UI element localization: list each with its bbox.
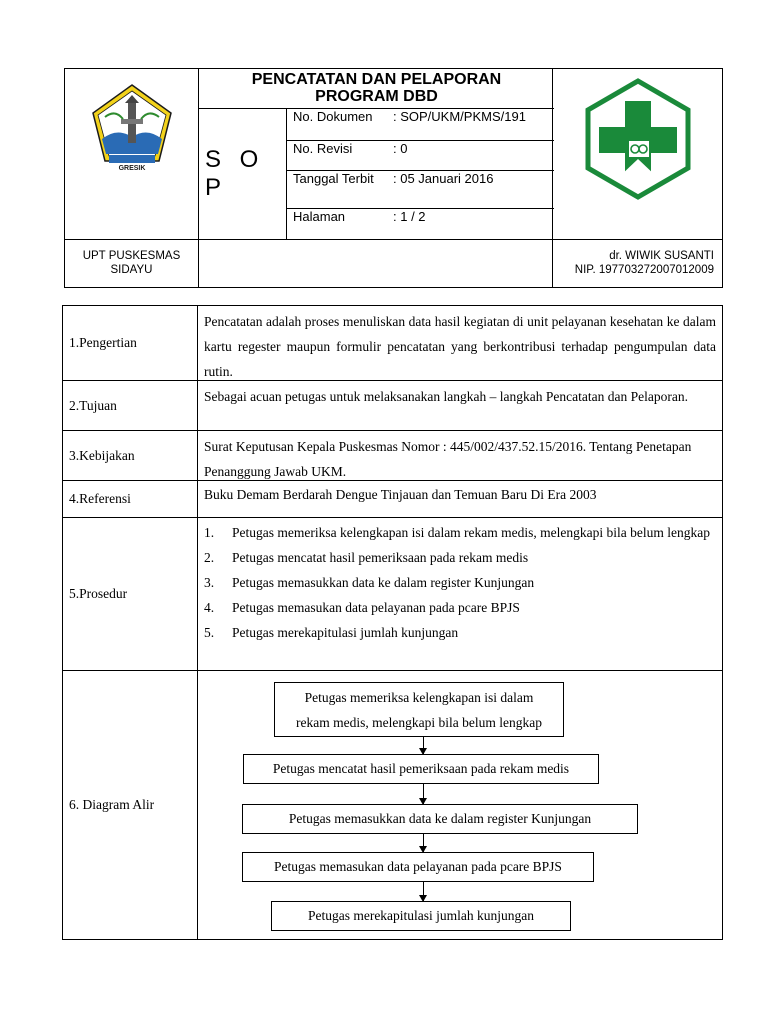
approver xyxy=(552,240,722,288)
gresik-emblem-icon xyxy=(65,69,199,239)
section-kebijakan xyxy=(63,431,722,481)
revision-row xyxy=(287,141,554,171)
flow-step-4: Petugas memasukan data pelayanan pada pcare BPJS xyxy=(242,852,594,882)
issue-date-row xyxy=(287,171,554,209)
section-label: 3.Kebijakan xyxy=(63,431,198,480)
issue-date-label: Tanggal Terbit xyxy=(293,171,374,186)
flow-step-5: Petugas merekapitulasi jumlah kunjungan xyxy=(271,901,571,931)
doc-number-label: No. Dokumen xyxy=(293,109,373,124)
empty-cell xyxy=(199,240,554,288)
puskesmas-cross-icon xyxy=(553,69,723,239)
approver-name: dr. WIWIK SUSANTI xyxy=(609,250,714,262)
step-number: 2. xyxy=(204,550,215,565)
unit-line-1: UPT PUSKESMAS xyxy=(82,250,181,262)
sop-header-table xyxy=(64,68,723,288)
revision-label: No. Revisi xyxy=(293,141,353,156)
section-text: Pencatatan adalah proses menuliskan data hasil kegiatan di unit pelayanan kesehatan ke dalam kartu regester maupun formulir pencatatan yang berkontribusi terhadap pengumpulan data rutin. xyxy=(204,314,716,379)
puskesmas-logo xyxy=(552,69,722,239)
sop-content-table xyxy=(62,305,723,940)
section-label: 4.Referensi xyxy=(63,481,198,517)
revision-value: : 0 xyxy=(393,141,408,156)
gresik-regency-logo xyxy=(65,69,199,239)
flow-arrow-down-icon xyxy=(423,737,424,754)
section-text: Buku Demam Berdarah Dengue Tinjauan dan Temuan Baru Di Era 2003 xyxy=(204,487,597,502)
section-pengertian xyxy=(63,306,722,381)
section-label: 5.Prosedur xyxy=(63,518,198,670)
flow-step-3: Petugas memasukkan data ke dalam register Kunjungan xyxy=(242,804,638,834)
unit-line-2: SIDAYU xyxy=(110,264,153,276)
page-value: : 1 / 2 xyxy=(393,209,426,224)
procedure-list xyxy=(198,518,722,670)
doc-number-row xyxy=(287,109,554,141)
procedure-step xyxy=(204,595,716,620)
step-number: 5. xyxy=(204,625,215,640)
flow-arrow-down-icon xyxy=(423,834,424,852)
title-line-1: PENCATATAN DAN PELAPORAN xyxy=(251,71,502,88)
sop-label: S O P xyxy=(199,109,287,239)
approver-nip: NIP. 197703272007012009 xyxy=(574,264,714,276)
step-text: Petugas memeriksa kelengkapan isi dalam rekam medis, melengkapi bila belum lengkap xyxy=(232,525,710,540)
issue-date-value: : 05 Januari 2016 xyxy=(393,171,494,186)
procedure-step xyxy=(204,520,716,545)
step-text: Petugas mencatat hasil pemeriksaan pada rekam medis xyxy=(232,550,529,565)
section-label: 2.Tujuan xyxy=(63,381,198,430)
procedure-step xyxy=(204,570,716,595)
page-row xyxy=(287,209,554,239)
document-title xyxy=(199,69,554,109)
section-prosedur xyxy=(63,518,722,671)
section-text: Surat Keputusan Kepala Puskesmas Nomor : 445/002/437.52.15/2016. Tentang Penetapan Penanggung Jawab UKM. xyxy=(204,439,692,479)
step-text: Petugas merekapitulasi jumlah kunjungan xyxy=(232,625,459,640)
step-number: 1. xyxy=(204,525,215,540)
flow-arrow-down-icon xyxy=(423,882,424,901)
doc-number-value: : SOP/UKM/PKMS/191 xyxy=(393,109,526,124)
procedure-step xyxy=(204,545,716,570)
section-diagram xyxy=(63,671,722,939)
procedure-step xyxy=(204,620,716,645)
section-tujuan xyxy=(63,381,722,431)
step-text: Petugas memasukkan data ke dalam register Kunjungan xyxy=(232,575,535,590)
step-text: Petugas memasukan data pelayanan pada pcare BPJS xyxy=(232,600,520,615)
flow-step-2: Petugas mencatat hasil pemeriksaan pada rekam medis xyxy=(243,754,599,784)
logo-lettering: GRESIK xyxy=(118,165,146,172)
unit-name xyxy=(65,240,199,288)
flow-step-text: Petugas memeriksa kelengkapan isi dalam xyxy=(304,690,534,705)
step-number: 4. xyxy=(204,600,215,615)
section-text: Sebagai acuan petugas untuk melaksanakan langkah – langkah Pencatatan dan Pelaporan. xyxy=(204,389,688,404)
flow-step-text: rekam medis, melengkapi bila belum lengkap xyxy=(296,715,542,730)
section-label: 6. Diagram Alir xyxy=(63,671,198,939)
flow-arrow-down-icon xyxy=(423,784,424,804)
step-number: 3. xyxy=(204,575,215,590)
flow-step-1 xyxy=(274,682,564,737)
section-label: 1.Pengertian xyxy=(63,306,198,380)
section-referensi xyxy=(63,481,722,518)
flowchart xyxy=(198,671,722,939)
page-label: Halaman xyxy=(293,209,346,224)
header-footer-row xyxy=(65,239,722,288)
title-line-2: PROGRAM DBD xyxy=(315,88,438,105)
